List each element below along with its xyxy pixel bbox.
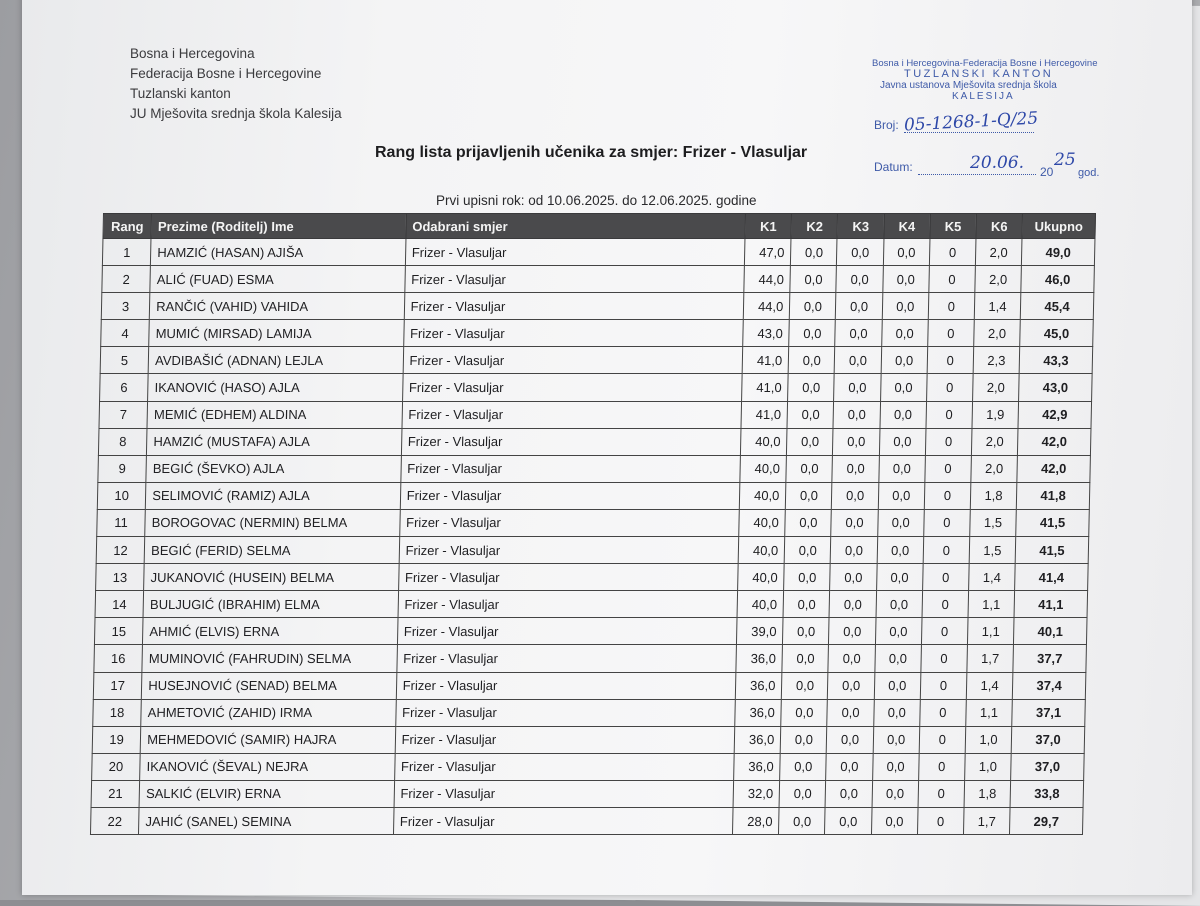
cell-k4: 0,0 <box>873 726 920 753</box>
cell-k1: 40,0 <box>740 455 787 482</box>
cell-k5: 0 <box>929 239 976 266</box>
cell-k4: 0,0 <box>882 266 929 293</box>
institution-header <box>130 44 342 124</box>
cell-k6: 1,0 <box>965 726 1012 753</box>
cell-rang: 19 <box>92 726 141 753</box>
cell-rang: 14 <box>95 591 144 618</box>
cell-rang: 2 <box>102 266 151 293</box>
cell-ukupno: 37,7 <box>1013 645 1086 672</box>
cell-k3: 0,0 <box>829 591 876 618</box>
cell-k4: 0,0 <box>872 753 919 780</box>
cell-k4: 0,0 <box>880 374 927 401</box>
cell-k3: 0,0 <box>836 293 883 320</box>
cell-name: BEGIĆ (FERID) SELMA <box>144 537 399 564</box>
cell-ukupno: 37,4 <box>1012 672 1085 699</box>
cell-k5: 0 <box>918 780 965 807</box>
cell-k4: 0,0 <box>876 591 923 618</box>
cell-k4: 0,0 <box>882 293 929 320</box>
table-row <box>101 320 1094 347</box>
table-row <box>101 293 1094 320</box>
cell-name: MEMIĆ (EDHEM) ALDINA <box>147 401 402 428</box>
stamp-line-4: KALESIJA <box>952 91 1015 102</box>
cell-k4: 0,0 <box>875 645 922 672</box>
cell-k1: 43,0 <box>743 320 790 347</box>
cell-name: MEHMEDOVIĆ (SAMIR) HAJRA <box>140 726 395 753</box>
cell-k4: 0,0 <box>881 347 928 374</box>
cell-rang: 5 <box>100 347 149 374</box>
cell-smjer: Frizer - Vlasuljar <box>397 618 737 645</box>
table-row <box>90 807 1083 834</box>
cell-rang: 20 <box>92 753 141 780</box>
cell-k6: 1,5 <box>969 537 1016 564</box>
cell-k2: 0,0 <box>790 293 837 320</box>
cell-k5: 0 <box>925 455 972 482</box>
cell-ukupno: 33,8 <box>1010 780 1083 807</box>
cell-k3: 0,0 <box>828 672 875 699</box>
cell-name: IKANOVIĆ (ŠEVAL) NEJRA <box>140 753 395 780</box>
table-row <box>94 645 1087 672</box>
cell-k1: 47,0 <box>745 239 792 266</box>
table-row <box>94 618 1087 645</box>
table-row <box>93 672 1086 699</box>
cell-k6: 2,0 <box>975 266 1022 293</box>
cell-k5: 0 <box>921 618 968 645</box>
col-header-rang: Rang <box>103 214 152 239</box>
cell-k5: 0 <box>917 807 964 834</box>
cell-k5: 0 <box>928 293 975 320</box>
cell-smjer: Frizer - Vlasuljar <box>404 293 744 320</box>
official-stamp <box>872 58 1112 102</box>
cell-k4: 0,0 <box>875 618 922 645</box>
cell-k3: 0,0 <box>828 645 875 672</box>
col-header-k3: K3 <box>837 214 884 239</box>
cell-ukupno: 42,0 <box>1017 455 1090 482</box>
enrollment-period: Prvi upisni rok: od 10.06.2025. do 12.06.2025. godine <box>436 193 757 208</box>
table-row <box>96 537 1089 564</box>
cell-k5: 0 <box>921 645 968 672</box>
cell-rang: 18 <box>93 699 142 726</box>
table-row <box>99 401 1092 428</box>
cell-rang: 21 <box>91 780 140 807</box>
cell-k2: 0,0 <box>784 537 831 564</box>
cell-k4: 0,0 <box>873 699 920 726</box>
cell-smjer: Frizer - Vlasuljar <box>398 591 738 618</box>
cell-smjer: Frizer - Vlasuljar <box>395 726 735 753</box>
cell-name: SALKIĆ (ELVIR) ERNA <box>139 780 394 807</box>
cell-k2: 0,0 <box>783 591 830 618</box>
cell-k1: 41,0 <box>742 374 789 401</box>
cell-smjer: Frizer - Vlasuljar <box>394 753 734 780</box>
cell-k1: 40,0 <box>741 428 788 455</box>
cell-name: RANČIĆ (VAHID) VAHIDA <box>149 293 404 320</box>
cell-k6: 1,5 <box>970 509 1017 536</box>
cell-name: HUSEJNOVIĆ (SENAD) BELMA <box>142 672 397 699</box>
cell-k2: 0,0 <box>789 320 836 347</box>
cell-k6: 2,3 <box>973 347 1020 374</box>
cell-k4: 0,0 <box>874 672 921 699</box>
cell-k5: 0 <box>925 428 972 455</box>
cell-k1: 40,0 <box>738 564 785 591</box>
cell-rang: 7 <box>99 401 148 428</box>
col-header-k4: K4 <box>884 214 931 239</box>
cell-rang: 13 <box>96 564 145 591</box>
cell-rang: 22 <box>90 807 139 834</box>
table-row <box>100 347 1093 374</box>
table-row <box>97 482 1090 509</box>
col-header-ukupno: Ukupno <box>1022 214 1095 239</box>
cell-ukupno: 41,4 <box>1015 564 1088 591</box>
cell-rang: 10 <box>97 482 146 509</box>
cell-k5: 0 <box>920 699 967 726</box>
col-header-smjer: Odabrani smjer <box>406 214 746 239</box>
cell-k2: 0,0 <box>783 618 830 645</box>
cell-rang: 4 <box>101 320 150 347</box>
cell-k1: 41,0 <box>741 401 788 428</box>
cell-k3: 0,0 <box>832 455 879 482</box>
cell-k3: 0,0 <box>834 374 881 401</box>
cell-k2: 0,0 <box>787 428 834 455</box>
cell-ukupno: 41,5 <box>1016 509 1089 536</box>
cell-k4: 0,0 <box>883 239 930 266</box>
cell-k2: 0,0 <box>790 266 837 293</box>
cell-rang: 11 <box>97 509 146 536</box>
cell-k3: 0,0 <box>827 699 874 726</box>
cell-ukupno: 45,4 <box>1020 293 1093 320</box>
col-header-k6: K6 <box>976 214 1023 239</box>
cell-k3: 0,0 <box>830 564 877 591</box>
cell-rang: 9 <box>98 455 147 482</box>
table-row <box>92 726 1085 753</box>
datum-year-handwritten: 25 <box>1054 150 1076 170</box>
cell-k2: 0,0 <box>788 347 835 374</box>
cell-k3: 0,0 <box>836 266 883 293</box>
cell-k5: 0 <box>927 320 974 347</box>
header-line-country: Bosna i Hercegovina <box>130 46 255 61</box>
cell-name: ALIĆ (FUAD) ESMA <box>150 266 405 293</box>
datum-dotted-line <box>918 174 1036 175</box>
cell-k4: 0,0 <box>871 807 918 834</box>
cell-k6: 2,0 <box>974 320 1021 347</box>
cell-k3: 0,0 <box>833 401 880 428</box>
cell-name: BULJUGIĆ (IBRAHIM) ELMA <box>143 591 398 618</box>
stamp-line-1: Bosna i Hercegovina-Federacija Bosne i Hercegovine <box>872 58 1098 69</box>
cell-ukupno: 46,0 <box>1021 266 1094 293</box>
cell-k1: 40,0 <box>738 537 785 564</box>
cell-k6: 1,1 <box>967 618 1014 645</box>
cell-k4: 0,0 <box>877 509 924 536</box>
cell-name: HAMZIĆ (MUSTAFA) AJLA <box>147 428 402 455</box>
cell-k6: 1,4 <box>969 564 1016 591</box>
cell-k1: 40,0 <box>739 482 786 509</box>
cell-k5: 0 <box>923 537 970 564</box>
cell-k2: 0,0 <box>784 564 831 591</box>
cell-k6: 1,1 <box>968 591 1015 618</box>
cell-name: BOROGOVAC (NERMIN) BELMA <box>145 509 400 536</box>
cell-k2: 0,0 <box>791 239 838 266</box>
stamp-line-3: Javna ustanova Mješovita srednja škola <box>880 80 1057 91</box>
cell-k2: 0,0 <box>779 780 826 807</box>
cell-k5: 0 <box>919 726 966 753</box>
cell-smjer: Frizer - Vlasuljar <box>404 266 744 293</box>
cell-smjer: Frizer - Vlasuljar <box>403 347 743 374</box>
cell-k3: 0,0 <box>826 753 873 780</box>
cell-ukupno: 43,0 <box>1019 374 1092 401</box>
col-header-name: Prezime (Roditelj) Ime <box>151 214 406 239</box>
cell-k2: 0,0 <box>782 672 829 699</box>
cell-k3: 0,0 <box>837 239 884 266</box>
cell-k1: 32,0 <box>733 780 780 807</box>
cell-smjer: Frizer - Vlasuljar <box>400 482 740 509</box>
datum-handwritten-value: 20.06. <box>970 153 1025 173</box>
cell-k6: 1,9 <box>972 401 1019 428</box>
cell-name: SELIMOVIĆ (RAMIZ) AJLA <box>145 482 400 509</box>
cell-k3: 0,0 <box>827 726 874 753</box>
cell-k6: 2,0 <box>975 239 1022 266</box>
cell-k4: 0,0 <box>880 401 927 428</box>
cell-k6: 1,7 <box>967 645 1014 672</box>
table-row <box>91 780 1084 807</box>
cell-k4: 0,0 <box>881 320 928 347</box>
cell-k1: 36,0 <box>735 672 782 699</box>
cell-rang: 12 <box>96 537 145 564</box>
cell-smjer: Frizer - Vlasuljar <box>402 374 742 401</box>
cell-ukupno: 41,1 <box>1014 591 1087 618</box>
table-header-row <box>103 214 1096 239</box>
cell-k2: 0,0 <box>788 374 835 401</box>
cell-smjer: Frizer - Vlasuljar <box>394 780 734 807</box>
cell-rang: 1 <box>102 239 151 266</box>
cell-k3: 0,0 <box>835 320 882 347</box>
cell-rang: 16 <box>94 645 143 672</box>
table-row <box>102 266 1095 293</box>
cell-ukupno: 37,0 <box>1011 726 1084 753</box>
cell-name: MUMINOVIĆ (FAHRUDIN) SELMA <box>142 645 397 672</box>
cell-name: MUMIĆ (MIRSAD) LAMIJA <box>149 320 404 347</box>
cell-ukupno: 37,1 <box>1012 699 1085 726</box>
broj-handwritten-value: 05-1268-1-Q/25 <box>903 108 1039 136</box>
cell-k1: 36,0 <box>735 699 782 726</box>
cell-k3: 0,0 <box>835 347 882 374</box>
cell-k6: 1,4 <box>966 672 1013 699</box>
table-row <box>96 564 1089 591</box>
cell-k1: 28,0 <box>733 807 780 834</box>
cell-k4: 0,0 <box>878 455 925 482</box>
cell-k1: 36,0 <box>734 753 781 780</box>
table-row <box>92 753 1085 780</box>
table-row <box>102 239 1095 266</box>
cell-ukupno: 41,8 <box>1016 482 1089 509</box>
datum-label: Datum: <box>874 160 913 174</box>
cell-k6: 1,8 <box>964 780 1011 807</box>
cell-k6: 1,1 <box>966 699 1013 726</box>
cell-k2: 0,0 <box>782 645 829 672</box>
cell-name: BEGIĆ (ŠEVKO) AJLA <box>146 455 401 482</box>
table-body <box>90 239 1094 835</box>
table-row <box>98 455 1091 482</box>
cell-k4: 0,0 <box>877 537 924 564</box>
cell-k2: 0,0 <box>787 401 834 428</box>
cell-rang: 3 <box>101 293 150 320</box>
cell-k3: 0,0 <box>831 537 878 564</box>
cell-k1: 44,0 <box>744 266 791 293</box>
cell-name: IKANOVIĆ (HASO) AJLA <box>148 374 403 401</box>
cell-k4: 0,0 <box>876 564 923 591</box>
cell-ukupno: 43,3 <box>1019 347 1092 374</box>
cell-k2: 0,0 <box>779 807 826 834</box>
cell-k1: 36,0 <box>734 726 781 753</box>
table-row <box>98 428 1091 455</box>
datum-year-prefix: 20 <box>1040 165 1054 179</box>
cell-ukupno: 42,0 <box>1018 428 1091 455</box>
cell-k5: 0 <box>918 753 965 780</box>
cell-k1: 44,0 <box>743 293 790 320</box>
page-title: Rang lista prijavljenih učenika za smjer: Frizer - Vlasuljar <box>375 144 808 161</box>
cell-k2: 0,0 <box>785 509 832 536</box>
cell-ukupno: 41,5 <box>1015 537 1088 564</box>
table-row <box>95 591 1088 618</box>
cell-smjer: Frizer - Vlasuljar <box>396 672 736 699</box>
cell-k1: 36,0 <box>736 645 783 672</box>
cell-k4: 0,0 <box>879 428 926 455</box>
cell-k5: 0 <box>929 266 976 293</box>
cell-smjer: Frizer - Vlasuljar <box>405 239 745 266</box>
cell-ukupno: 42,9 <box>1018 401 1091 428</box>
cell-k6: 1,0 <box>965 753 1012 780</box>
cell-name: AHMIĆ (ELVIS) ERNA <box>143 618 398 645</box>
cell-k3: 0,0 <box>826 780 873 807</box>
cell-k5: 0 <box>924 482 971 509</box>
cell-k3: 0,0 <box>829 618 876 645</box>
col-header-k5: K5 <box>930 214 977 239</box>
cell-k5: 0 <box>924 509 971 536</box>
cell-k2: 0,0 <box>781 699 828 726</box>
stamp-line-2: TUZLANSKI KANTON <box>904 68 1054 80</box>
col-header-k1: K1 <box>745 214 792 239</box>
header-line-federation: Federacija Bosne i Hercegovine <box>130 66 322 81</box>
cell-rang: 15 <box>94 618 143 645</box>
cell-name: HAMZIĆ (HASAN) AJIŠA <box>151 239 406 266</box>
cell-k6: 2,0 <box>971 455 1018 482</box>
cell-k2: 0,0 <box>786 482 833 509</box>
cell-name: JAHIĆ (SANEL) SEMINA <box>139 807 394 834</box>
cell-k4: 0,0 <box>872 780 919 807</box>
datum-suffix: god. <box>1078 167 1100 179</box>
cell-k5: 0 <box>920 672 967 699</box>
cell-smjer: Frizer - Vlasuljar <box>403 320 743 347</box>
col-header-k2: K2 <box>791 214 838 239</box>
header-line-canton: Tuzlanski kanton <box>130 86 231 101</box>
cell-k1: 40,0 <box>739 509 786 536</box>
cell-k1: 41,0 <box>742 347 789 374</box>
cell-k6: 2,0 <box>971 428 1018 455</box>
cell-smjer: Frizer - Vlasuljar <box>400 455 740 482</box>
cell-k3: 0,0 <box>832 482 879 509</box>
cell-name: AHMETOVIĆ (ZAHID) IRMA <box>141 699 396 726</box>
table-row <box>93 699 1086 726</box>
cell-ukupno: 29,7 <box>1010 807 1083 834</box>
cell-k5: 0 <box>926 374 973 401</box>
cell-k6: 2,0 <box>972 374 1019 401</box>
cell-smjer: Frizer - Vlasuljar <box>393 807 733 834</box>
cell-ukupno: 45,0 <box>1020 320 1093 347</box>
cell-k3: 0,0 <box>831 509 878 536</box>
cell-k5: 0 <box>922 564 969 591</box>
cell-k4: 0,0 <box>878 482 925 509</box>
cell-smjer: Frizer - Vlasuljar <box>396 645 736 672</box>
cell-smjer: Frizer - Vlasuljar <box>399 537 739 564</box>
cell-smjer: Frizer - Vlasuljar <box>398 564 738 591</box>
table-row <box>100 374 1093 401</box>
cell-smjer: Frizer - Vlasuljar <box>401 428 741 455</box>
cell-k6: 1,7 <box>963 807 1010 834</box>
cell-ukupno: 49,0 <box>1021 239 1094 266</box>
cell-smjer: Frizer - Vlasuljar <box>399 509 739 536</box>
cell-name: AVDIBAŠIĆ (ADNAN) LEJLA <box>148 347 403 374</box>
cell-k2: 0,0 <box>780 726 827 753</box>
cell-k1: 40,0 <box>737 591 784 618</box>
broj-label: Broj: <box>874 118 899 132</box>
cell-k6: 1,8 <box>970 482 1017 509</box>
cell-rang: 8 <box>98 428 147 455</box>
cell-k5: 0 <box>926 401 973 428</box>
table-row <box>97 509 1090 536</box>
cell-k3: 0,0 <box>825 807 872 834</box>
cell-smjer: Frizer - Vlasuljar <box>402 401 742 428</box>
cell-ukupno: 40,1 <box>1014 618 1087 645</box>
cell-smjer: Frizer - Vlasuljar <box>395 699 735 726</box>
cell-k2: 0,0 <box>786 455 833 482</box>
cell-k5: 0 <box>927 347 974 374</box>
cell-k1: 39,0 <box>737 618 784 645</box>
ranking-table <box>90 213 1096 835</box>
header-line-school: JU Mješovita srednja škola Kalesija <box>130 106 342 121</box>
cell-k3: 0,0 <box>833 428 880 455</box>
cell-name: JUKANOVIĆ (HUSEIN) BELMA <box>144 564 399 591</box>
cell-k5: 0 <box>922 591 969 618</box>
cell-k6: 1,4 <box>974 293 1021 320</box>
cell-ukupno: 37,0 <box>1011 753 1084 780</box>
cell-k2: 0,0 <box>780 753 827 780</box>
cell-rang: 17 <box>93 672 142 699</box>
cell-rang: 6 <box>100 374 149 401</box>
